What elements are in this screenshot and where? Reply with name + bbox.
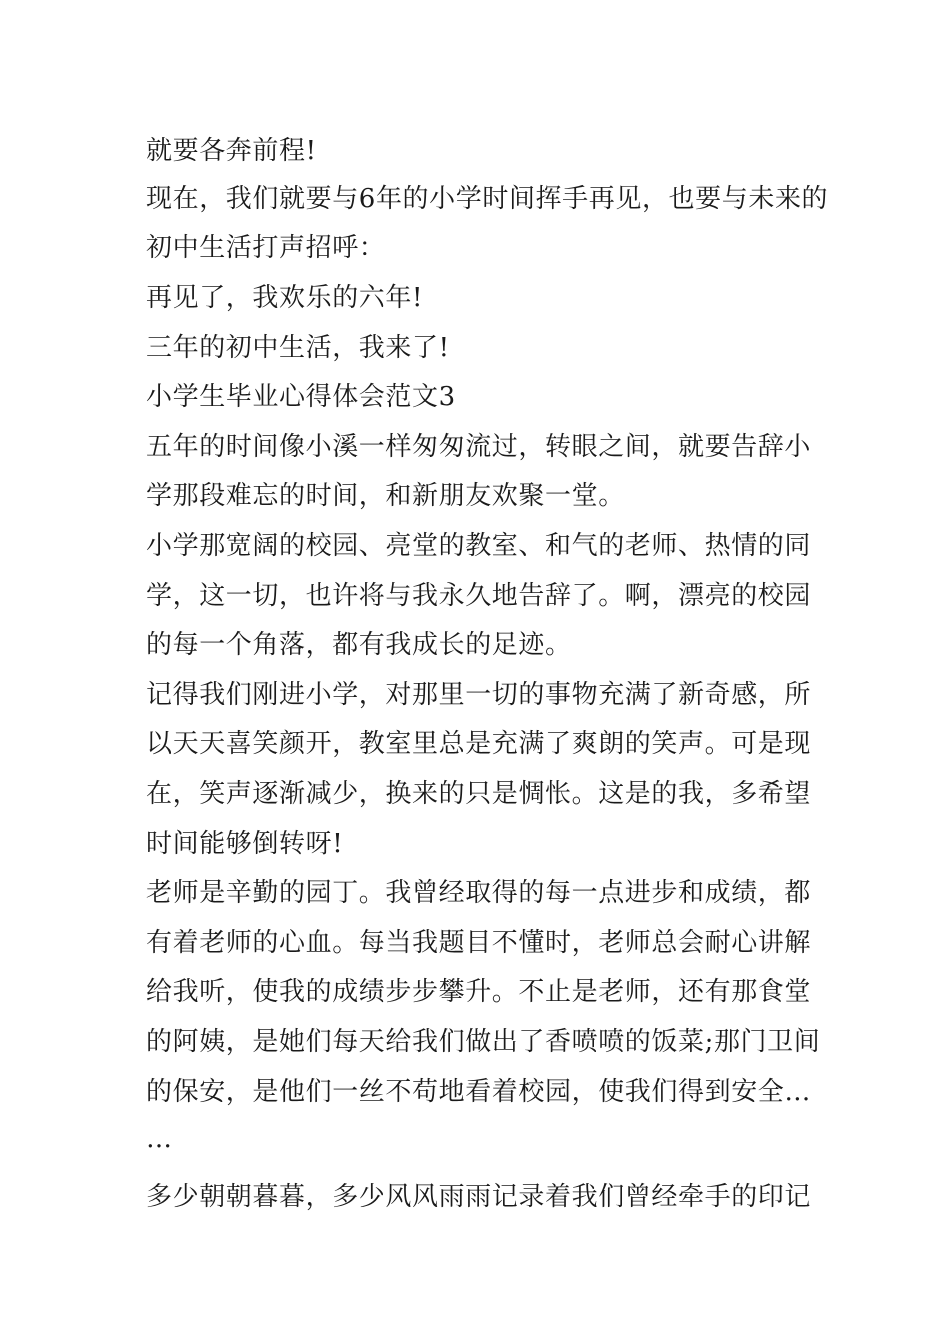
text-line: 有着老师的心血。每当我题目不懂时，老师总会耐心讲解 bbox=[146, 928, 812, 958]
text-line: 再见了，我欢乐的六年! bbox=[146, 283, 424, 313]
text-line: 多少朝朝暮暮，多少风风雨雨记录着我们曾经牵手的印记 bbox=[146, 1182, 812, 1212]
text-line: … bbox=[146, 1124, 173, 1154]
text-line: 给我听，使我的成绩步步攀升。不止是老师，还有那食堂 bbox=[146, 977, 812, 1007]
section-heading: 小学生毕业心得体会范文3 bbox=[146, 382, 456, 412]
text-line: 五年的时间像小溪一样匆匆流过，转眼之间，就要告辞小 bbox=[146, 432, 812, 462]
text-line: 的每一个角落，都有我成长的足迹。 bbox=[146, 630, 572, 660]
text-line: 记得我们刚进小学，对那里一切的事物充满了新奇感，所 bbox=[146, 680, 812, 710]
text-line: 学，这一切，也许将与我永久地告辞了。啊，漂亮的校园 bbox=[146, 581, 812, 611]
text-line: 学那段难忘的时间，和新朋友欢聚一堂。 bbox=[146, 481, 625, 511]
text-line: 三年的初中生活，我来了! bbox=[146, 333, 450, 363]
text-line: 老师是辛勤的园丁。我曾经取得的每一点进步和成绩，都 bbox=[146, 878, 812, 908]
text-line: 在，笑声逐渐减少，换来的只是惆怅。这是的我，多希望 bbox=[146, 779, 812, 809]
text-line: 现在，我们就要与6年的小学时间挥手再见，也要与未来的 bbox=[146, 184, 829, 214]
text-line: 的保安，是他们一丝不苟地看着校园，使我们得到安全… bbox=[146, 1077, 812, 1107]
text-line: 以天天喜笑颜开，教室里总是充满了爽朗的笑声。可是现 bbox=[146, 729, 812, 759]
text-line: 初中生活打声招呼： bbox=[146, 233, 386, 263]
text-line: 时间能够倒转呀! bbox=[146, 829, 344, 859]
text-line: 就要各奔前程! bbox=[146, 136, 317, 166]
text-line: 的阿姨，是她们每天给我们做出了香喷喷的饭菜;那门卫间 bbox=[146, 1027, 821, 1057]
text-line: 小学那宽阔的校园、亮堂的教室、和气的老师、热情的同 bbox=[146, 531, 812, 561]
